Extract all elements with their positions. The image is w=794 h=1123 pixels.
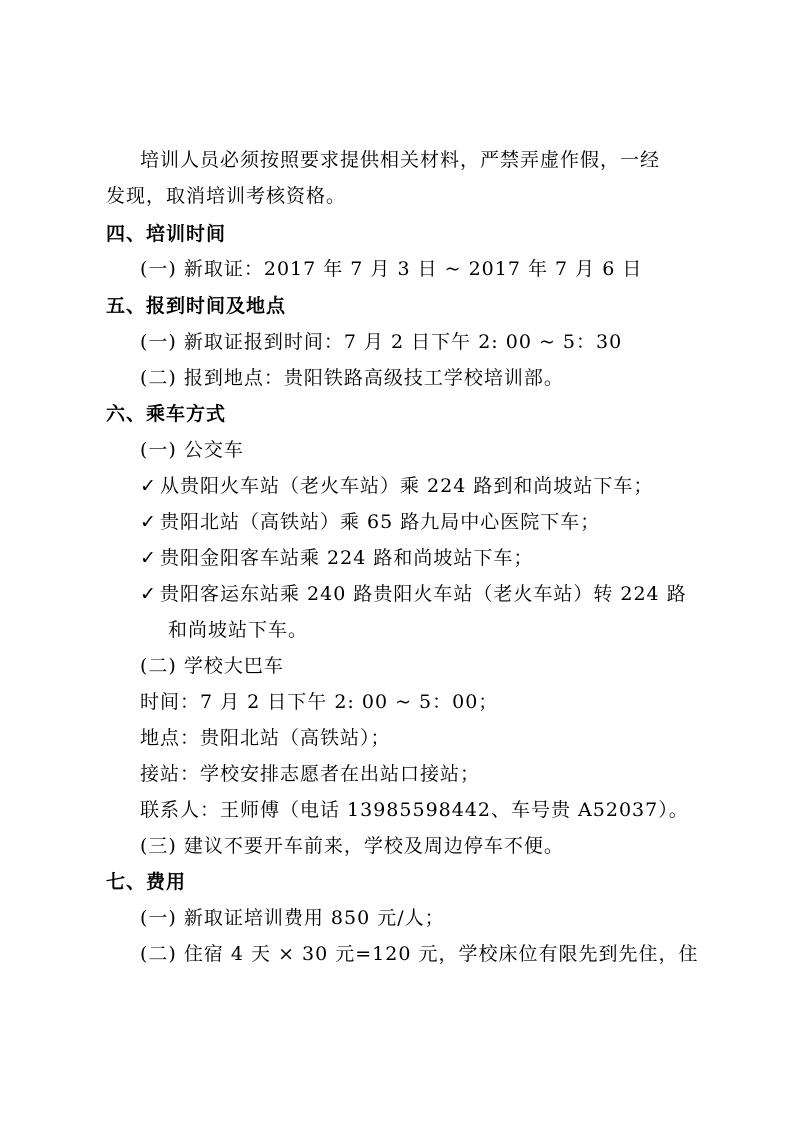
section-5-item-1: (一) 新取证报到时间：7 月 2 日下午 2: 00 ~ 5：30 <box>140 331 623 353</box>
route-item-3 <box>140 546 533 570</box>
section-4-item-1: (一) 新取证：2017 年 7 月 3 日 ~ 2017 年 7 月 6 日 <box>140 258 643 280</box>
check-icon: ✓ <box>140 547 157 569</box>
section-4-heading: 四、培训时间 <box>106 223 227 245</box>
section-6-heading: 六、乘车方式 <box>106 403 227 425</box>
section-7-item-2: (二) 住宿 4 天 × 30 元=120 元，学校床位有限先到先住，住 <box>140 943 699 965</box>
check-icon: ✓ <box>140 475 157 497</box>
bus-contact: 联系人：王师傅（电话 13985598442、车号贵 A52037）。 <box>140 799 689 821</box>
route-item-4-continued: 和尚坡站下车。 <box>168 619 309 641</box>
bus-place: 地点：贵阳北站（高铁站）； <box>140 727 391 749</box>
section-7-item-1: (一) 新取证培训费用 850 元/人； <box>140 907 445 929</box>
check-icon: ✓ <box>140 511 157 533</box>
bus-time: 时间：7 月 2 日下午 2: 00 ~ 5：00； <box>140 691 499 713</box>
route-item-2 <box>140 510 600 534</box>
route-item-4 <box>140 582 687 606</box>
route-text-2: 贵阳北站（高铁站）乘 65 路九局中心医院下车； <box>160 511 601 533</box>
intro-line-1: 培训人员必须按照要求提供相关材料，严禁弄虚作假，一经 <box>140 149 661 171</box>
route-item-1 <box>140 474 653 498</box>
route-text-3: 贵阳金阳客车站乘 224 路和尚坡站下车； <box>160 547 534 569</box>
section-6-sub-1: (一) 公交车 <box>140 439 244 461</box>
section-7-heading: 七、费用 <box>106 871 187 893</box>
check-icon: ✓ <box>140 583 157 605</box>
intro-line-2: 发现，取消培训考核资格。 <box>106 185 347 207</box>
section-6-sub-3: (三) 建议不要开车前来，学校及周边停车不便。 <box>140 835 564 857</box>
bus-pickup: 接站：学校安排志愿者在出站口接站； <box>140 763 481 785</box>
route-text-4: 贵阳客运东站乘 240 路贵阳火车站（老火车站）转 224 路 <box>160 583 687 605</box>
section-5-heading: 五、报到时间及地点 <box>106 295 287 317</box>
route-text-1: 从贵阳火车站（老火车站）乘 224 路到和尚坡站下车； <box>160 475 654 497</box>
section-6-sub-2: (二) 学校大巴车 <box>140 655 284 677</box>
section-5-item-2: (二) 报到地点：贵阳铁路高级技工学校培训部。 <box>140 367 564 389</box>
